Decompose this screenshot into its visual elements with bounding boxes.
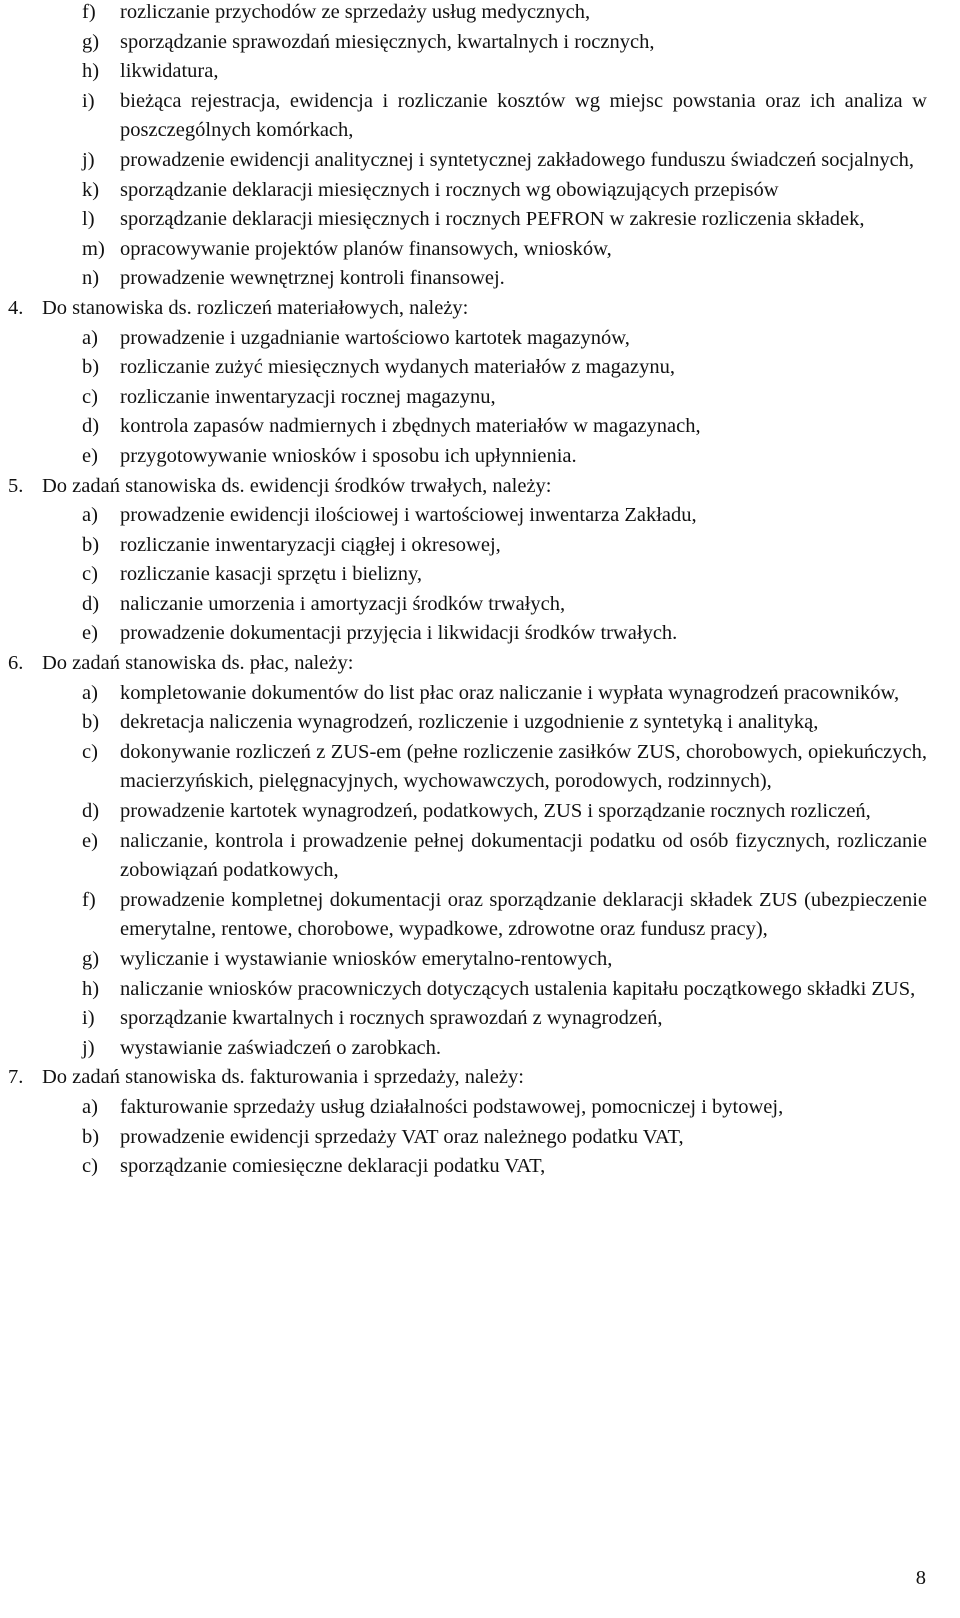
list-item-label: e) — [82, 444, 98, 467]
list-item-label: d) — [82, 800, 100, 823]
list-item-text: prowadzenie ewidencji sprzedaży VAT oraz należnego podatku VAT, — [120, 1125, 684, 1148]
list-item — [0, 590, 960, 620]
list-item-label: d) — [82, 592, 100, 615]
list-item — [0, 1004, 960, 1034]
page-number: 8 — [915, 1567, 926, 1590]
list-item — [0, 205, 960, 235]
section-heading — [0, 1063, 960, 1093]
list-item — [0, 353, 960, 383]
list-item-label: a) — [82, 681, 98, 704]
list-item-label: a) — [82, 504, 98, 527]
list-item — [0, 560, 960, 590]
section-heading-text: Do zadań stanowiska ds. fakturowania i sprzedaży, należy: — [42, 1066, 524, 1089]
list-item-text: kontrola zapasów nadmiernych i zbędnych materiałów w magazynach, — [120, 415, 701, 438]
list-item — [0, 146, 960, 176]
list-item-text: wystawianie zaświadczeń o zarobkach. — [120, 1036, 442, 1059]
list-item-label: b) — [82, 533, 100, 556]
list-item-label: k) — [82, 178, 100, 201]
list-item-text: rozliczanie przychodów ze sprzedaży usług medycznych, — [120, 1, 591, 23]
list-item — [0, 235, 960, 265]
list-item — [0, 57, 960, 87]
continued-list — [0, 0, 960, 294]
list-item — [0, 1123, 960, 1153]
list-item-label: c) — [82, 385, 98, 408]
list-item-text: opracowywanie projektów planów finansowych, wniosków, — [120, 237, 612, 260]
list-item-text: fakturowanie sprzedaży usług działalności podstawowej, pomocniczej i bytowej, — [120, 1095, 784, 1118]
list-item-text: prowadzenie dokumentacji przyjęcia i likwidacji środków trwałych. — [120, 622, 678, 645]
list-item — [0, 0, 960, 28]
list-item — [0, 87, 960, 146]
list-item-text: dekretacja naliczenia wynagrodzeń, rozliczenie i uzgodnienie z syntetyką i analityką, — [120, 711, 819, 734]
list-item — [0, 176, 960, 206]
list-item-text: sporządzanie deklaracji miesięcznych i rocznych wg obowiązujących przepisów — [120, 178, 779, 201]
list-item — [0, 886, 960, 945]
list-item — [0, 324, 960, 354]
list-item-text: przygotowywanie wniosków i sposobu ich upłynnienia. — [120, 444, 577, 467]
section-heading — [0, 294, 960, 324]
list-item — [0, 1034, 960, 1064]
list-item — [0, 383, 960, 413]
list-item-text: sporządzanie deklaracji miesięcznych i rocznych PEFRON w zakresie rozliczenia składek, — [120, 208, 865, 231]
list-item — [0, 1152, 960, 1182]
list-item-label: b) — [82, 711, 100, 734]
section-heading-label: 4. — [8, 296, 24, 319]
list-item-label: m) — [82, 237, 105, 260]
list-item-label: a) — [82, 326, 98, 349]
list-item — [0, 501, 960, 531]
section — [0, 649, 960, 1063]
list-item — [0, 28, 960, 58]
list-item-label: n) — [82, 267, 100, 290]
section-heading-label: 5. — [8, 474, 24, 497]
section — [0, 472, 960, 650]
list-item-text: prowadzenie kompletnej dokumentacji oraz sporządzanie deklaracji składek ZUS (ubezpieczenie emerytalne, rentowe, chorobowe, wypadkowe, zdrowotne oraz fundusz pracy), — [120, 888, 927, 941]
list-item-label: a) — [82, 1095, 98, 1118]
list-item-label: l) — [82, 208, 95, 231]
list-item-text: wyliczanie i wystawianie wniosków emerytalno-rentowych, — [120, 948, 613, 970]
list-item-text: prowadzenie ewidencji analitycznej i syntetycznej zakładowego funduszu świadczeń socjalnych, — [120, 148, 915, 171]
list-item-label: j) — [82, 148, 95, 171]
list-item — [0, 264, 960, 294]
list-item-text: prowadzenie ewidencji ilościowej i wartościowej inwentarza Zakładu, — [120, 504, 697, 527]
list-item-text: likwidatura, — [120, 60, 219, 83]
list-item — [0, 738, 960, 797]
list-item-label: b) — [82, 356, 100, 379]
list-item-text: naliczanie wniosków pracowniczych dotyczących ustalenia kapitału początkowego składki ZUS, — [120, 977, 916, 1000]
list-item-label: c) — [82, 1155, 98, 1178]
list-item — [0, 797, 960, 827]
list-item — [0, 679, 960, 709]
list-item-text: prowadzenie kartotek wynagrodzeń, podatkowych, ZUS i sporządzanie rocznych rozliczeń, — [120, 800, 871, 823]
sections — [0, 294, 960, 1182]
list-item — [0, 619, 960, 649]
list-item-text: bieżąca rejestracja, ewidencja i rozliczanie kosztów wg miejsc powstania oraz ich analiza w poszczególnych komórkach, — [120, 89, 927, 142]
list-item-text: kompletowanie dokumentów do list płac oraz naliczanie i wypłata wynagrodzeń pracowników, — [120, 681, 900, 704]
list-item-text: rozliczanie inwentaryzacji rocznej magazynu, — [120, 385, 496, 408]
list-item-label: c) — [82, 563, 98, 586]
section-heading-label: 7. — [8, 1066, 24, 1089]
section-heading — [0, 649, 960, 679]
list-item — [0, 827, 960, 886]
list-item-label: f) — [82, 1, 96, 23]
section — [0, 294, 960, 472]
list-item-text: prowadzenie i uzgadnianie wartościowo kartotek magazynów, — [120, 326, 630, 349]
list-item — [0, 442, 960, 472]
list-item-text: naliczanie umorzenia i amortyzacji środków trwałych, — [120, 592, 566, 615]
list-item-label: h) — [82, 60, 100, 83]
list-item-text: dokonywanie rozliczeń z ZUS-em (pełne rozliczenie zasiłków ZUS, chorobowych, opiekuńczych, macierzyńskich, pielęgnacyjnych, wychowawczych, porodowych, rodzinnych), — [120, 740, 927, 793]
list-item — [0, 531, 960, 561]
list-item-text: rozliczanie inwentaryzacji ciągłej i okresowej, — [120, 533, 501, 556]
list-item-label: c) — [82, 740, 98, 763]
list-item-label: f) — [82, 888, 96, 911]
section-heading-label: 6. — [8, 652, 24, 675]
list-item — [0, 945, 960, 975]
list-item-label: e) — [82, 829, 98, 852]
section-heading-text: Do zadań stanowiska ds. płac, należy: — [42, 652, 354, 675]
list-item — [0, 412, 960, 442]
list-item — [0, 975, 960, 1005]
list-item — [0, 1093, 960, 1123]
list-item-text: prowadzenie wewnętrznej kontroli finansowej. — [120, 267, 505, 290]
list-item-label: i) — [82, 89, 95, 112]
list-item — [0, 708, 960, 738]
list-item-label: e) — [82, 622, 98, 645]
list-item-text: sporządzanie sprawozdań miesięcznych, kwartalnych i rocznych, — [120, 30, 655, 53]
section-heading — [0, 472, 960, 502]
list-item-label: g) — [82, 30, 100, 53]
section-heading-text: Do zadań stanowiska ds. ewidencji środków trwałych, należy: — [42, 474, 552, 497]
list-item-label: b) — [82, 1125, 100, 1148]
list-item-text: naliczanie, kontrola i prowadzenie pełnej dokumentacji podatku od osób fizycznych, rozliczanie zobowiązań podatkowych, — [120, 829, 927, 882]
list-item-text: rozliczanie zużyć miesięcznych wydanych materiałów z magazynu, — [120, 356, 675, 379]
section — [0, 1063, 960, 1181]
list-item-label: j) — [82, 1036, 95, 1059]
list-item-label: i) — [82, 1007, 95, 1030]
list-item-label: d) — [82, 415, 100, 438]
section-heading-text: Do stanowiska ds. rozliczeń materiałowych, należy: — [42, 296, 469, 319]
list-item-text: sporządzanie kwartalnych i rocznych sprawozdań z wynagrodzeń, — [120, 1007, 663, 1030]
list-item-text: rozliczanie kasacji sprzętu i bielizny, — [120, 563, 423, 586]
list-item-label: g) — [82, 948, 100, 970]
list-item-text: sporządzanie comiesięczne deklaracji podatku VAT, — [120, 1155, 546, 1178]
list-item-label: h) — [82, 977, 100, 1000]
